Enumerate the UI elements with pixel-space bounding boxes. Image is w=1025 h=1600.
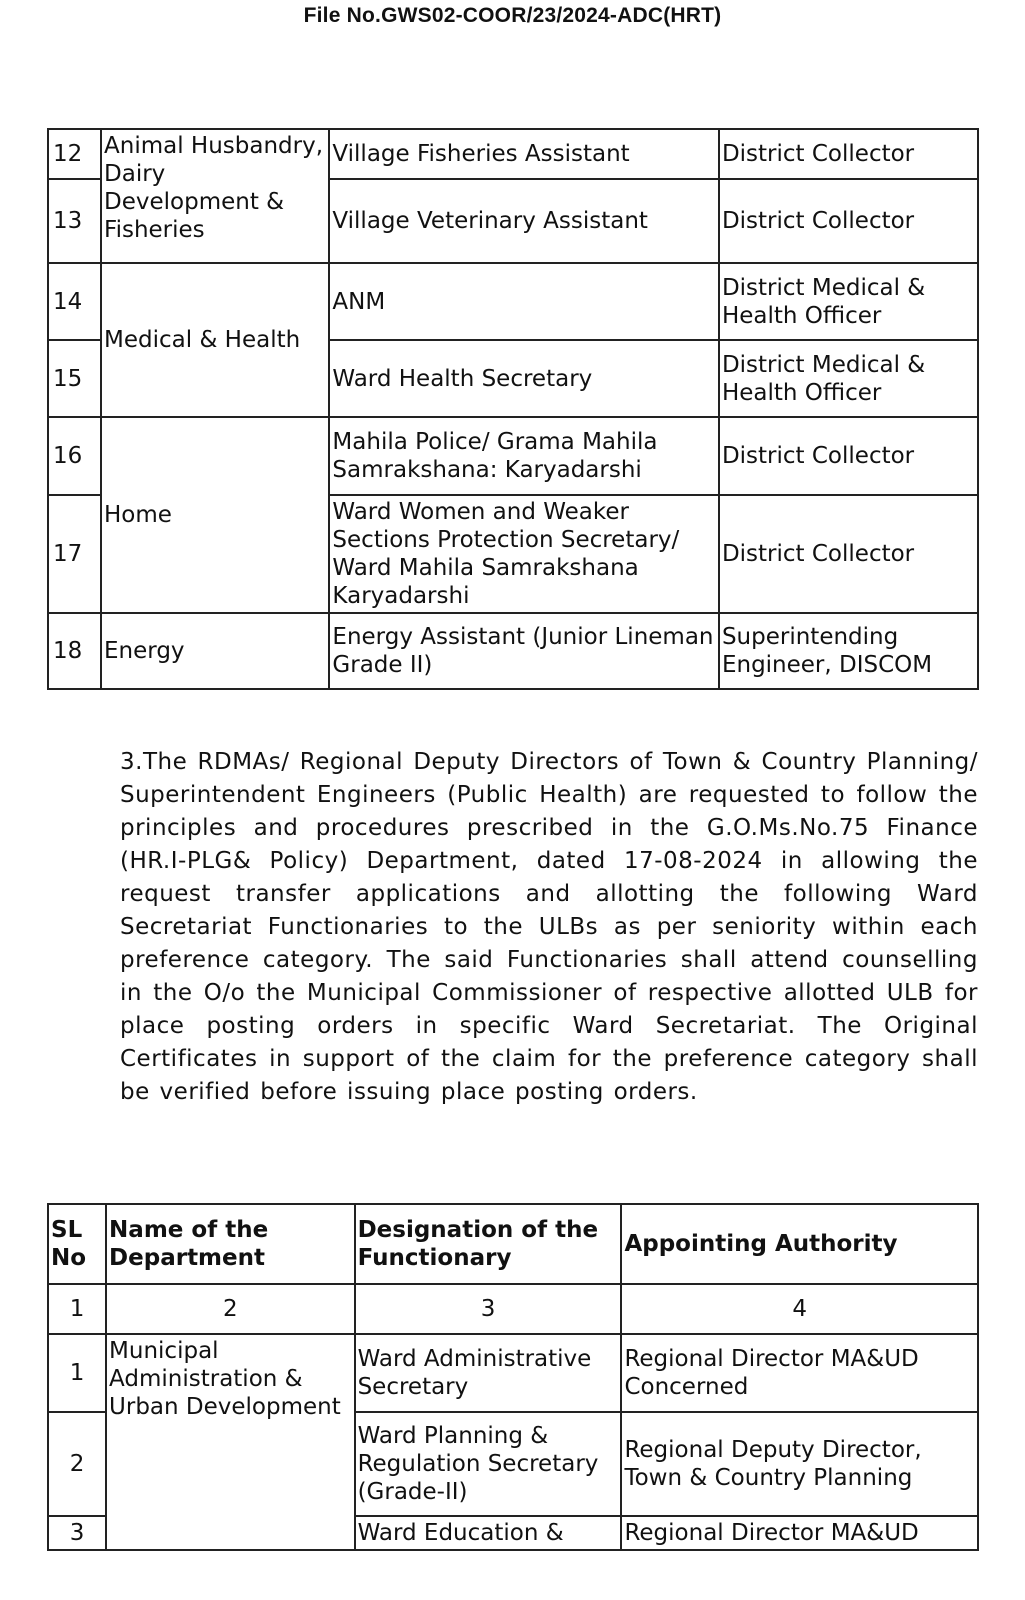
sl-no-header: SL No [48,1204,106,1284]
department-cell: Medical & Health [101,263,329,417]
sl-no-cell: 14 [48,263,101,340]
table-row [48,613,978,689]
column-number: 2 [106,1284,355,1334]
column-number: 1 [48,1284,106,1334]
designation-cell: Ward Health Secretary [329,340,719,417]
sl-no-cell: 1 [48,1334,106,1412]
department-header: Name of the Department [106,1204,355,1284]
table-row [48,417,978,495]
column-number: 3 [355,1284,622,1334]
sl-no-cell: 17 [48,495,101,613]
sl-no-cell: 15 [48,340,101,417]
designation-cell: Energy Assistant (Junior Lineman Grade II) [329,613,719,689]
table-row [48,129,978,179]
designation-cell: Ward Women and Weaker Sections Protection Secretary/ Ward Mahila Samrakshana Karyadarshi [329,495,719,613]
authority-cell: Superintending Engineer, DISCOM [719,613,978,689]
authority-cell: District Medical & Health Officer [719,263,978,340]
authority-cell: Regional Director MA&UD Concerned [621,1334,978,1412]
instruction-paragraph: 3.The RDMAs/ Regional Deputy Directors of Town & Country Planning/ Superintendent Engineers (Public Health) are requested to follow the principles and procedures prescribed in the G.O.Ms.No.75 Finance (HR.I-PLG& Policy) Department, dated 17-08-2024 in allowing the request transfer applications and allotting the following Ward Secretariat Functionaries to the ULBs as per seniority within each preference category. The said Functionaries shall attend counselling in the O/o the Municipal Commissioner of respective allotted ULB for place posting orders in specific Ward Secretariat. The Original Certificates in support of the claim for the preference category shall be verified before issuing place posting orders. [120,749,978,1105]
authority-cell: District Collector [719,417,978,495]
designation-cell: Ward Education & [355,1516,622,1550]
sl-no-cell: 3 [48,1516,106,1550]
designation-cell: Mahila Police/ Grama Mahila Samrakshana: Karyadarshi [329,417,719,495]
authority-cell: District Collector [719,179,978,263]
sl-no-cell: 16 [48,417,101,495]
designation-cell: Ward Planning & Regulation Secretary (Grade-II) [355,1412,622,1516]
designation-header: Designation of the Functionary [355,1204,622,1284]
sl-no-cell: 12 [48,129,101,179]
file-number-header: File No.GWS02-COOR/23/2024-ADC(HRT) [303,4,722,27]
functionaries-table-continued [47,128,979,690]
designation-cell: Village Fisheries Assistant [329,129,719,179]
designation-cell: ANM [329,263,719,340]
authority-header: Appointing Authority [621,1204,978,1284]
authority-cell: Regional Director MA&UD [621,1516,978,1550]
ward-secretariat-functionaries-table [47,1203,979,1551]
column-number: 4 [621,1284,978,1334]
column-number-row [48,1284,978,1334]
sl-no-cell: 18 [48,613,101,689]
department-cell: Municipal Administration & Urban Development [106,1334,355,1550]
sl-no-cell: 13 [48,179,101,263]
department-cell: Animal Husbandry, Dairy Development & Fisheries [101,129,329,263]
authority-cell: District Medical & Health Officer [719,340,978,417]
table-row [48,263,978,340]
designation-cell: Ward Administrative Secretary [355,1334,622,1412]
department-cell: Energy [101,613,329,689]
authority-cell: District Collector [719,129,978,179]
designation-cell: Village Veterinary Assistant [329,179,719,263]
authority-cell: District Collector [719,495,978,613]
table-row [48,1334,978,1412]
authority-cell: Regional Deputy Director, Town & Country Planning [621,1412,978,1516]
department-cell: Home [101,417,329,613]
sl-no-cell: 2 [48,1412,106,1516]
table-header-row [48,1204,978,1284]
